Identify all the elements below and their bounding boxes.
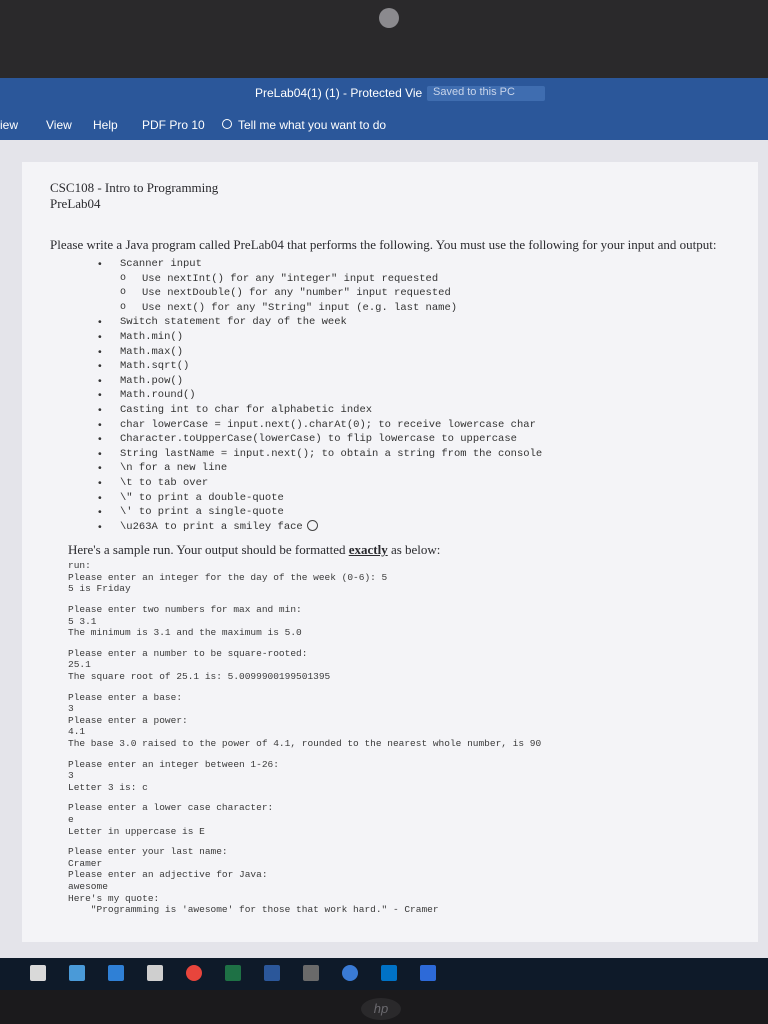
browser-icon[interactable]: [342, 965, 358, 981]
tab-pdf-pro[interactable]: PDF Pro 10: [142, 118, 205, 132]
output-gap: [68, 793, 740, 802]
output-line: 5 is Friday: [68, 583, 131, 595]
outlook-icon[interactable]: [381, 965, 397, 981]
save-status: Saved to this PC: [427, 86, 545, 101]
requirement-item: [120, 403, 740, 418]
requirement-item: [120, 388, 740, 403]
sample-output: [68, 560, 740, 915]
requirement-text: \" to print a double-quote: [120, 491, 284, 504]
requirement-item: [120, 432, 740, 447]
requirement-item: [120, 374, 740, 389]
screen: [0, 78, 768, 958]
requirement-text: Math.sqrt(): [120, 360, 190, 373]
output-line: 5 3.1: [68, 615, 97, 627]
output-line: Please enter a base:: [68, 691, 183, 703]
requirement-text: char lowerCase = input.next().charAt(0); to receive lowercase char: [120, 418, 536, 431]
tab-help[interactable]: Help: [93, 118, 118, 132]
requirement-text: \u263A to print a smiley face: [120, 520, 303, 533]
hp-logo: hp: [361, 998, 401, 1020]
chrome-icon[interactable]: [186, 965, 202, 981]
requirement-text: Casting int to char for alphabetic index: [120, 403, 373, 416]
requirement-item: [120, 315, 740, 330]
search-icon: [222, 119, 232, 129]
requirement-text: \n for a new line: [120, 462, 228, 475]
requirement-item: [120, 286, 740, 301]
output-line: e: [68, 813, 74, 825]
requirement-text: Switch statement for day of the week: [120, 316, 347, 329]
requirement-item: [120, 491, 740, 506]
output-line: Here's my quote:: [68, 892, 160, 904]
requirement-text: \' to print a single-quote: [120, 506, 284, 519]
output-line: Please enter an integer between 1-26:: [68, 758, 279, 770]
excel-icon[interactable]: [225, 965, 241, 981]
output-line: Please enter your last name:: [68, 846, 228, 858]
requirement-text: Math.round(): [120, 389, 196, 402]
output-line: Letter 3 is: c: [68, 781, 148, 793]
requirement-text: \t to tab over: [120, 476, 209, 489]
requirement-item: [120, 301, 740, 316]
dropbox-icon[interactable]: [108, 965, 124, 981]
ribbon-tabs: [0, 110, 768, 140]
requirement-item: [120, 345, 740, 360]
document-body: [50, 180, 740, 916]
output-line: Cramer: [68, 857, 103, 869]
mail-icon[interactable]: [147, 965, 163, 981]
output-gap: [68, 837, 740, 846]
tell-me-box[interactable]: [222, 118, 386, 132]
output-line: The base 3.0 raised to the power of 4.1, rounded to the nearest whole number, is 90: [68, 738, 542, 749]
window-title: PreLab04(1) (1) - Protected Vie: [255, 86, 423, 100]
requirement-item: [120, 272, 740, 287]
output-line: 25.1: [68, 659, 91, 671]
tab-view[interactable]: View: [46, 118, 72, 132]
requirement-item: [120, 476, 740, 491]
output-line: run:: [68, 560, 91, 572]
tell-me-text: Tell me what you want to do: [238, 118, 387, 132]
smiley-icon: [307, 520, 318, 531]
output-line: Please enter an integer for the day of the week (0-6): 5: [68, 571, 388, 583]
taskbar: [0, 958, 768, 990]
requirement-text: String lastName = input.next(); to obtain a string from the console: [120, 447, 543, 460]
requirements-list: [50, 257, 740, 534]
output-line: Letter in uppercase is E: [68, 825, 205, 837]
requirement-text: Math.pow(): [120, 374, 184, 387]
output-gap: [68, 639, 740, 648]
output-line: Please enter a power:: [68, 714, 188, 726]
requirement-item: [120, 461, 740, 476]
output-line: 3: [68, 770, 74, 782]
requirement-text: Scanner input: [120, 258, 202, 270]
requirement-text: Use nextDouble() for any "number" input requested: [142, 287, 451, 300]
sample-outro: as below:: [387, 542, 441, 558]
requirement-text: Use next() for any "String" input (e.g. last name): [142, 301, 458, 314]
output-line: "Programming is 'awesome' for those that work hard." - Cramer: [68, 904, 439, 916]
tab-view-partial[interactable]: iew: [0, 118, 19, 132]
output-line: The minimum is 3.1 and the maximum is 5.0: [68, 627, 302, 639]
requirement-item: [120, 359, 740, 374]
sample-emphasis: exactly: [348, 542, 388, 558]
output-gap: [68, 750, 740, 759]
requirement-item: [120, 418, 740, 433]
sample-heading: [68, 542, 740, 558]
webcam: [379, 8, 399, 28]
output-line: 4.1: [68, 726, 86, 738]
photos-icon[interactable]: [69, 965, 85, 981]
word-icon[interactable]: [264, 965, 280, 981]
title-bar: [0, 78, 768, 110]
output-line: Please enter two numbers for max and min:: [68, 604, 302, 616]
requirement-item: [120, 505, 740, 520]
monitor-bezel: [0, 0, 768, 78]
intro-paragraph: Please write a Java program called PreLab04 that performs the following. You must use the following for your input and output:: [50, 237, 717, 252]
requirement-text: Character.toUpperCase(lowerCase) to flip lowercase to uppercase: [120, 433, 517, 446]
infinity-icon[interactable]: [303, 965, 319, 981]
output-line: 3: [68, 703, 74, 715]
output-line: Please enter a number to be square-rooted:: [68, 647, 308, 659]
output-gap: [68, 595, 740, 604]
requirement-item: [120, 330, 740, 345]
requirement-item: [120, 520, 740, 535]
output-line: Please enter a lower case character:: [68, 802, 274, 814]
output-gap: [68, 683, 740, 692]
requirement-text: Use nextInt() for any "integer" input requested: [142, 272, 439, 285]
course-title: CSC108 - Intro to Programming: [50, 180, 219, 195]
document-area: [0, 140, 768, 958]
box-icon[interactable]: [420, 965, 436, 981]
lab-title: PreLab04: [50, 196, 101, 211]
requirement-text: Math.max(): [120, 345, 184, 358]
output-line: The square root of 25.1 is: 5.0099900199501395: [68, 671, 331, 683]
sample-intro: Here's a sample run. Your output should be formatted: [68, 542, 349, 558]
requirement-item: [120, 257, 740, 272]
store-icon[interactable]: [30, 965, 46, 981]
requirement-text: Math.min(): [120, 330, 184, 343]
output-line: Please enter an adjective for Java:: [68, 869, 268, 881]
output-line: awesome: [68, 880, 108, 892]
requirement-item: [120, 447, 740, 462]
document-page[interactable]: [22, 162, 758, 942]
